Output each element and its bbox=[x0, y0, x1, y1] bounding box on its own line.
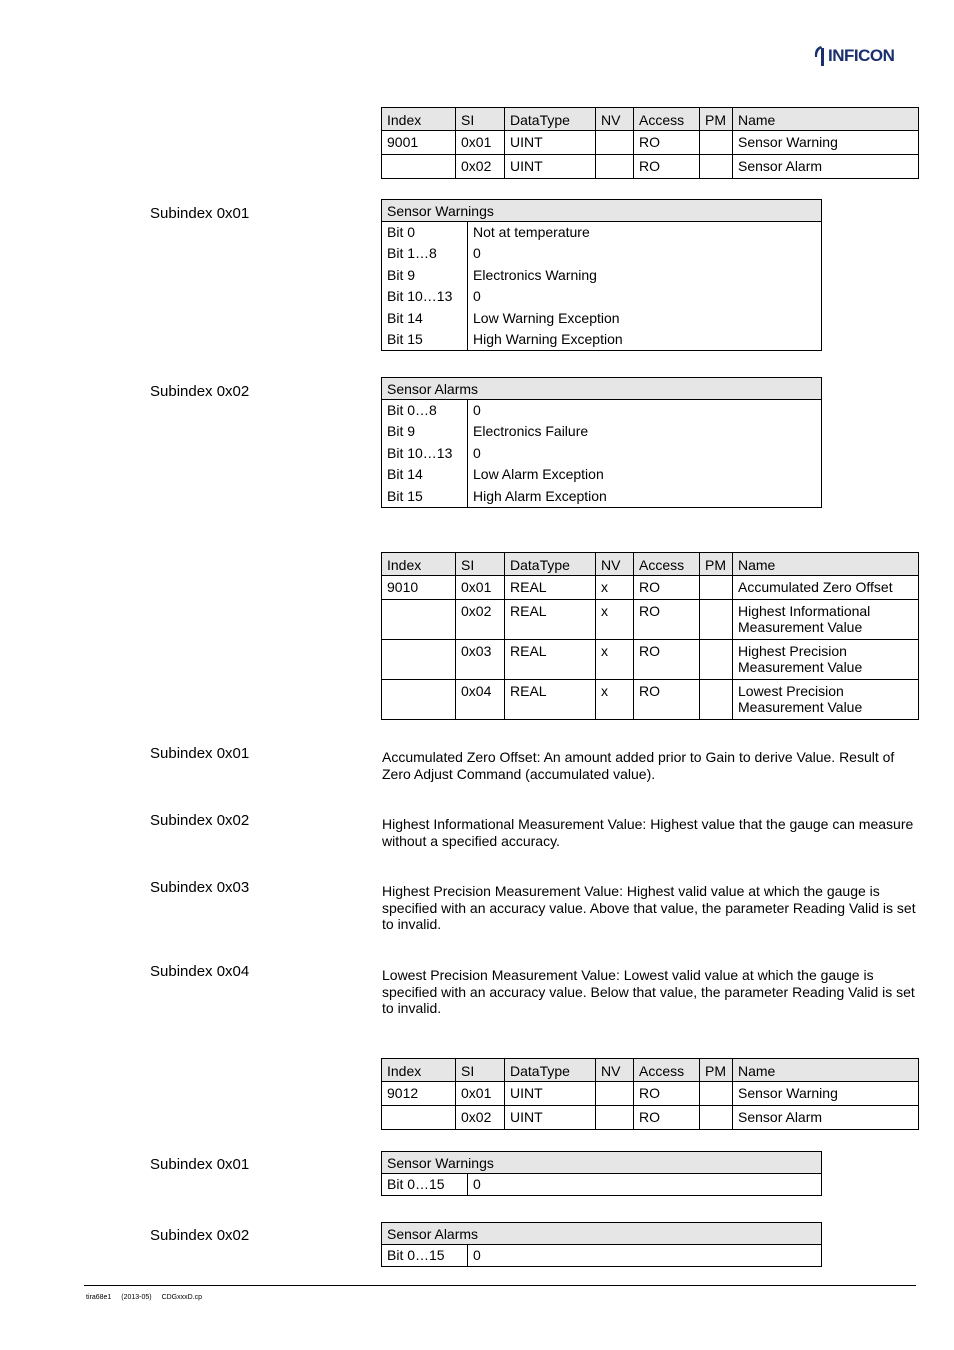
table-cell bbox=[700, 576, 733, 600]
bit-value: Low Alarm Exception bbox=[473, 466, 604, 482]
footer-doc-id: tira68e1 bbox=[86, 1294, 112, 1301]
table-cell: REAL bbox=[505, 680, 596, 720]
brand-name: INFICON bbox=[828, 46, 895, 65]
table-cell bbox=[382, 640, 456, 680]
table-cell: Sensor Alarm bbox=[733, 1106, 919, 1130]
table-row bbox=[382, 155, 919, 179]
header-cell: DataType bbox=[505, 108, 596, 131]
bit-key: Bit 14 bbox=[382, 464, 468, 486]
table-cell: x bbox=[596, 600, 634, 640]
sensor-alarms-table bbox=[381, 377, 822, 508]
table-row bbox=[382, 640, 919, 680]
bits-table-title: Sensor Warnings bbox=[382, 200, 822, 222]
header-cell: SI bbox=[456, 1059, 505, 1082]
table-cell: RO bbox=[634, 131, 700, 155]
table-row bbox=[382, 400, 822, 422]
header-cell: Access bbox=[634, 553, 700, 576]
bit-value: 0 bbox=[473, 1176, 481, 1192]
table-row bbox=[382, 329, 822, 351]
table-cell bbox=[700, 640, 733, 680]
table-row bbox=[382, 243, 822, 265]
table-row bbox=[382, 286, 822, 308]
bit-value: Low Warning Exception bbox=[473, 309, 620, 326]
header-cell: SI bbox=[456, 553, 505, 576]
table-cell: Highest Informational Measurement Value bbox=[733, 600, 919, 640]
table-cell bbox=[700, 131, 733, 155]
sensor-warnings-table-9012 bbox=[381, 1151, 822, 1196]
footer-divider bbox=[84, 1285, 916, 1286]
bits-table-title: Sensor Warnings bbox=[382, 1152, 822, 1174]
table-cell bbox=[596, 1106, 634, 1130]
bit-key: Bit 10…13 bbox=[382, 443, 468, 465]
header-cell: NV bbox=[596, 1059, 634, 1082]
bit-key: Bit 0…8 bbox=[382, 400, 468, 422]
header-cell: NV bbox=[596, 108, 634, 131]
table-cell: x bbox=[596, 576, 634, 600]
table-row bbox=[382, 265, 822, 287]
table-cell: UINT bbox=[505, 131, 596, 155]
header-cell: Index bbox=[382, 108, 456, 131]
table-row bbox=[382, 486, 822, 508]
table-cell: RO bbox=[634, 576, 700, 600]
table-cell: x bbox=[596, 640, 634, 680]
header-cell: Access bbox=[634, 108, 700, 131]
table-cell: Sensor Warning bbox=[733, 1082, 919, 1106]
subindex-label: Subindex 0x03 bbox=[150, 879, 250, 896]
table-header-row bbox=[382, 108, 919, 131]
index-table-9012 bbox=[381, 1058, 919, 1130]
bit-value: Electronics Warning bbox=[473, 266, 597, 283]
table-cell: REAL bbox=[505, 600, 596, 640]
inficon-logo-mark-icon bbox=[812, 44, 828, 68]
table-cell: UINT bbox=[505, 155, 596, 179]
bit-key: Bit 0 bbox=[382, 222, 468, 244]
header-cell: DataType bbox=[505, 553, 596, 576]
table-cell: Highest Precision Measurement Value bbox=[733, 640, 919, 680]
bit-value: Electronics Failure bbox=[473, 423, 589, 439]
table-cell bbox=[700, 155, 733, 179]
description-paragraph: Accumulated Zero Offset: An amount added prior to Gain to derive Value. Result of Zero Adjust Command (accumulated value). bbox=[382, 749, 895, 782]
table-cell bbox=[382, 600, 456, 640]
table-row bbox=[382, 308, 822, 330]
table-cell: UINT bbox=[505, 1082, 596, 1106]
table-row bbox=[382, 464, 822, 486]
table-cell: Sensor Alarm bbox=[733, 155, 919, 179]
table-cell: UINT bbox=[505, 1106, 596, 1130]
table-cell: Sensor Warning bbox=[733, 131, 919, 155]
subindex-label: Subindex 0x02 bbox=[150, 1227, 250, 1244]
table-cell bbox=[700, 600, 733, 640]
bit-key: Bit 14 bbox=[382, 308, 468, 330]
subindex-label: Subindex 0x01 bbox=[150, 1156, 250, 1173]
table-row bbox=[382, 1082, 919, 1106]
bit-value: 0 bbox=[473, 402, 481, 418]
subindex-label: Subindex 0x02 bbox=[150, 812, 250, 829]
bit-key: Bit 9 bbox=[382, 421, 468, 443]
table-cell: REAL bbox=[505, 640, 596, 680]
bit-key: Bit 15 bbox=[382, 329, 468, 351]
header-cell: Access bbox=[634, 1059, 700, 1082]
table-cell: 0x02 bbox=[456, 155, 505, 179]
table-row bbox=[382, 131, 919, 155]
bit-key: Bit 0…15 bbox=[382, 1245, 468, 1267]
table-cell: 9010 bbox=[382, 576, 456, 600]
footer bbox=[86, 1294, 210, 1301]
table-cell: RO bbox=[634, 600, 700, 640]
header-cell: PM bbox=[700, 553, 733, 576]
table-cell: 0x01 bbox=[456, 1082, 505, 1106]
table-row bbox=[382, 443, 822, 465]
table-cell: 0x03 bbox=[456, 640, 505, 680]
bits-table-title: Sensor Alarms bbox=[382, 1223, 822, 1245]
header-cell: NV bbox=[596, 553, 634, 576]
subindex-label: Subindex 0x01 bbox=[150, 745, 250, 762]
table-cell: Accumulated Zero Offset bbox=[733, 576, 919, 600]
footer-file: CDGxxxD.cp bbox=[161, 1294, 203, 1301]
table-cell: 9001 bbox=[382, 131, 456, 155]
table-row bbox=[382, 600, 919, 640]
table-cell bbox=[596, 155, 634, 179]
table-cell: x bbox=[596, 680, 634, 720]
bits-table-title: Sensor Alarms bbox=[382, 378, 822, 400]
table-cell: Lowest Precision Measurement Value bbox=[733, 680, 919, 720]
subindex-label: Subindex 0x01 bbox=[150, 205, 250, 222]
header-cell: Name bbox=[733, 108, 919, 131]
table-cell: RO bbox=[634, 1106, 700, 1130]
table-cell: 0x01 bbox=[456, 576, 505, 600]
table-row bbox=[382, 1174, 822, 1196]
table-cell: RO bbox=[634, 640, 700, 680]
table-cell: 0x02 bbox=[456, 600, 505, 640]
table-row bbox=[382, 680, 919, 720]
bit-value: 0 bbox=[473, 1247, 481, 1263]
subindex-label: Subindex 0x04 bbox=[150, 963, 250, 980]
header-cell: PM bbox=[700, 108, 733, 131]
table-cell bbox=[596, 131, 634, 155]
bit-key: Bit 1…8 bbox=[382, 243, 468, 265]
description-paragraph: Lowest Precision Measurement Value: Lowest valid value at which the gauge is specified with an accuracy value. Below that value, the parameter Reading Valid is set to invalid. bbox=[382, 967, 915, 1016]
header-cell: SI bbox=[456, 108, 505, 131]
header-cell: Index bbox=[382, 1059, 456, 1082]
header-cell: Name bbox=[733, 553, 919, 576]
table-cell: 0x01 bbox=[456, 131, 505, 155]
bit-value: 0 bbox=[473, 245, 481, 261]
table-row bbox=[382, 222, 822, 244]
table-cell: REAL bbox=[505, 576, 596, 600]
table-cell: 0x04 bbox=[456, 680, 505, 720]
table-cell: RO bbox=[634, 1082, 700, 1106]
bit-value: High Alarm Exception bbox=[473, 487, 607, 504]
bit-value: Not at temperature bbox=[473, 224, 590, 240]
table-cell: 0x02 bbox=[456, 1106, 505, 1130]
footer-date: (2013-05) bbox=[121, 1294, 152, 1301]
header-cell: DataType bbox=[505, 1059, 596, 1082]
header-cell: Name bbox=[733, 1059, 919, 1082]
table-header-row bbox=[382, 553, 919, 576]
table-cell bbox=[700, 680, 733, 720]
table-row bbox=[382, 576, 919, 600]
table-cell bbox=[700, 1082, 733, 1106]
subindex-label: Subindex 0x02 bbox=[150, 383, 250, 400]
index-table-9010 bbox=[381, 552, 919, 720]
table-header-row bbox=[382, 1059, 919, 1082]
header-cell: Index bbox=[382, 553, 456, 576]
table-cell: RO bbox=[634, 680, 700, 720]
bit-value: High Warning Exception bbox=[473, 331, 623, 347]
sensor-alarms-table-9012 bbox=[381, 1222, 822, 1267]
table-row bbox=[382, 1106, 919, 1130]
table-cell bbox=[382, 680, 456, 720]
description-paragraph: Highest Precision Measurement Value: Highest valid value at which the gauge is specified with an accuracy value. Above that value, the parameter Reading Valid is set to invalid. bbox=[382, 883, 916, 932]
bit-key: Bit 10…13 bbox=[382, 286, 468, 308]
description-paragraph: Highest Informational Measurement Value: Highest value that the gauge can measure without a specified accuracy. bbox=[382, 816, 914, 849]
bit-value: 0 bbox=[473, 444, 481, 461]
bit-key: Bit 0…15 bbox=[382, 1174, 468, 1196]
sensor-warnings-table bbox=[381, 199, 822, 351]
bit-key: Bit 9 bbox=[382, 265, 468, 287]
table-cell bbox=[596, 1082, 634, 1106]
index-table-9001 bbox=[381, 107, 919, 179]
table-row bbox=[382, 1245, 822, 1267]
table-row bbox=[382, 421, 822, 443]
table-cell: 9012 bbox=[382, 1082, 456, 1106]
table-cell bbox=[700, 1106, 733, 1130]
table-cell bbox=[382, 155, 456, 179]
bit-key: Bit 15 bbox=[382, 486, 468, 508]
inficon-logo bbox=[812, 44, 916, 68]
header-cell: PM bbox=[700, 1059, 733, 1082]
table-cell: RO bbox=[634, 155, 700, 179]
bit-value: 0 bbox=[473, 288, 481, 304]
table-cell bbox=[382, 1106, 456, 1130]
